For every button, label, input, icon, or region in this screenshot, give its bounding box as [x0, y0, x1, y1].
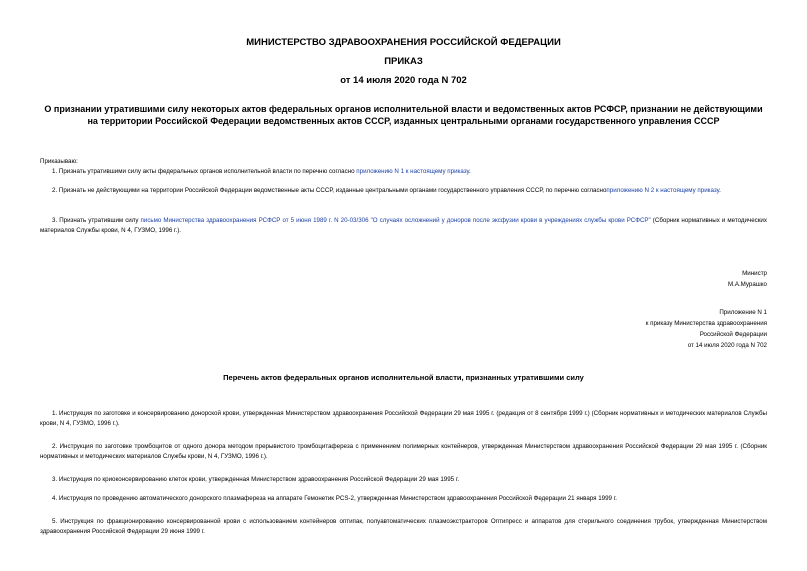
- order-intro: Приказываю:: [40, 158, 78, 165]
- list-item: 5. Инструкция по фракционированию консервированной крови с использованием контейнеров оптипак, полуавтоматических плазмоэкстракторов Оптипресс и аппаратов для стерильного соединения трубок, утвержденная Министерством здравоохранения Российской Федерации 29 июня 1999 г.: [40, 518, 767, 535]
- signature-block: [728, 268, 767, 290]
- letter-link[interactable]: письмо Министерства здравоохранения РСФСР от 5 июня 1989 г. N 20-03/306 "О случаях осложнений у доноров после эксфузии крови в учреждениях службы крови РСФСР": [140, 217, 651, 224]
- order-item-1-text: 1. Признать утратившими силу акты федеральных органов исполнительной власти по перечню согласно: [52, 168, 357, 175]
- order-item-1-end: .: [469, 168, 471, 175]
- appendix-ref-line-4: от 14 июля 2020 года N 702: [687, 342, 767, 349]
- appendix-ref-line-1: Приложение N 1: [719, 309, 767, 316]
- appendix-reference: [646, 307, 767, 351]
- list-item: 1. Инструкция по заготовке и консервированию донорской крови, утвержденная Министерством здравоохранения Российской Федерации 29 мая 1995 г. (редакция от 8 сентября 1999 г.) (Сборник нормативных и методических материалов Службы крови, N 4, ГУЗМО, 1996 г.).: [40, 410, 767, 427]
- ministry-heading: МИНИСТЕРСТВО ЗДРАВООХРАНЕНИЯ РОССИЙСКОЙ ФЕДЕРАЦИИ: [246, 37, 561, 48]
- list-item: 4. Инструкция по проведению автоматического донорского плазмафереза на аппарате Гемонетик PCS-2, утвержденная Министерством здравоохранения Российской Федерации 21 января 1999 г.: [52, 495, 617, 502]
- order-item-2-end: .: [719, 187, 721, 194]
- signature-role: Министр: [742, 270, 767, 277]
- order-item-1: [40, 167, 767, 177]
- order-item-2: [40, 186, 767, 196]
- signature-name: М.А.Мурашко: [727, 281, 767, 288]
- order-item-3-end: (Сборник нормативных и методических материалов Службы крови, N 4, ГУЗМО, 1996 г.).: [40, 217, 767, 234]
- list-item: 3. Инструкция по криоконсервированию клеток крови, утвержденная Министерством здравоохранения Российской Федерации 29 мая 1995 г.: [52, 476, 460, 483]
- doc-type-heading: ПРИКАЗ: [384, 56, 423, 67]
- appendix-1-link[interactable]: приложению N 1 к настоящему приказу: [356, 168, 469, 175]
- order-item-2-text: 2. Признать не действующими на территории Российской Федерации ведомственные акты СССР, изданные центральными органами государственного управления СССР, по перечню согласно: [52, 187, 607, 194]
- appendix-2-link[interactable]: приложению N 2 к настоящему приказу: [606, 187, 720, 194]
- list-item: 2. Инструкция по заготовке тромбоцитов от одного донора методом прерывистого тромбоцитафереза с применением полимерных контейнеров, утвержденная Министерством здравоохранения Российской Федерации 29 мая 1995 г. (Сборник нормативных и методических материалов Службы крови, N 4, ГУЗМО, 1996 г.).: [40, 443, 767, 460]
- list-title: Перечень актов федеральных органов исполнительной власти, признанных утратившими силу: [223, 373, 584, 382]
- document-title: О признании утратившими силу некоторых актов федеральных органов исполнительной власти и ведомственных актов РСФСР, признании не действующими на территории Российской Федерации ведомственных актов СССР, изданных центральными органами государственного управления СССР: [44, 104, 763, 126]
- appendix-ref-line-3: Российской Федерации: [699, 331, 767, 338]
- order-item-3: [40, 216, 767, 235]
- appendix-ref-line-2: к приказу Министерства здравоохранения: [645, 320, 767, 327]
- doc-date-number: от 14 июля 2020 года N 702: [340, 75, 467, 86]
- order-item-3-text: 3. Признать утратившим силу: [52, 217, 141, 224]
